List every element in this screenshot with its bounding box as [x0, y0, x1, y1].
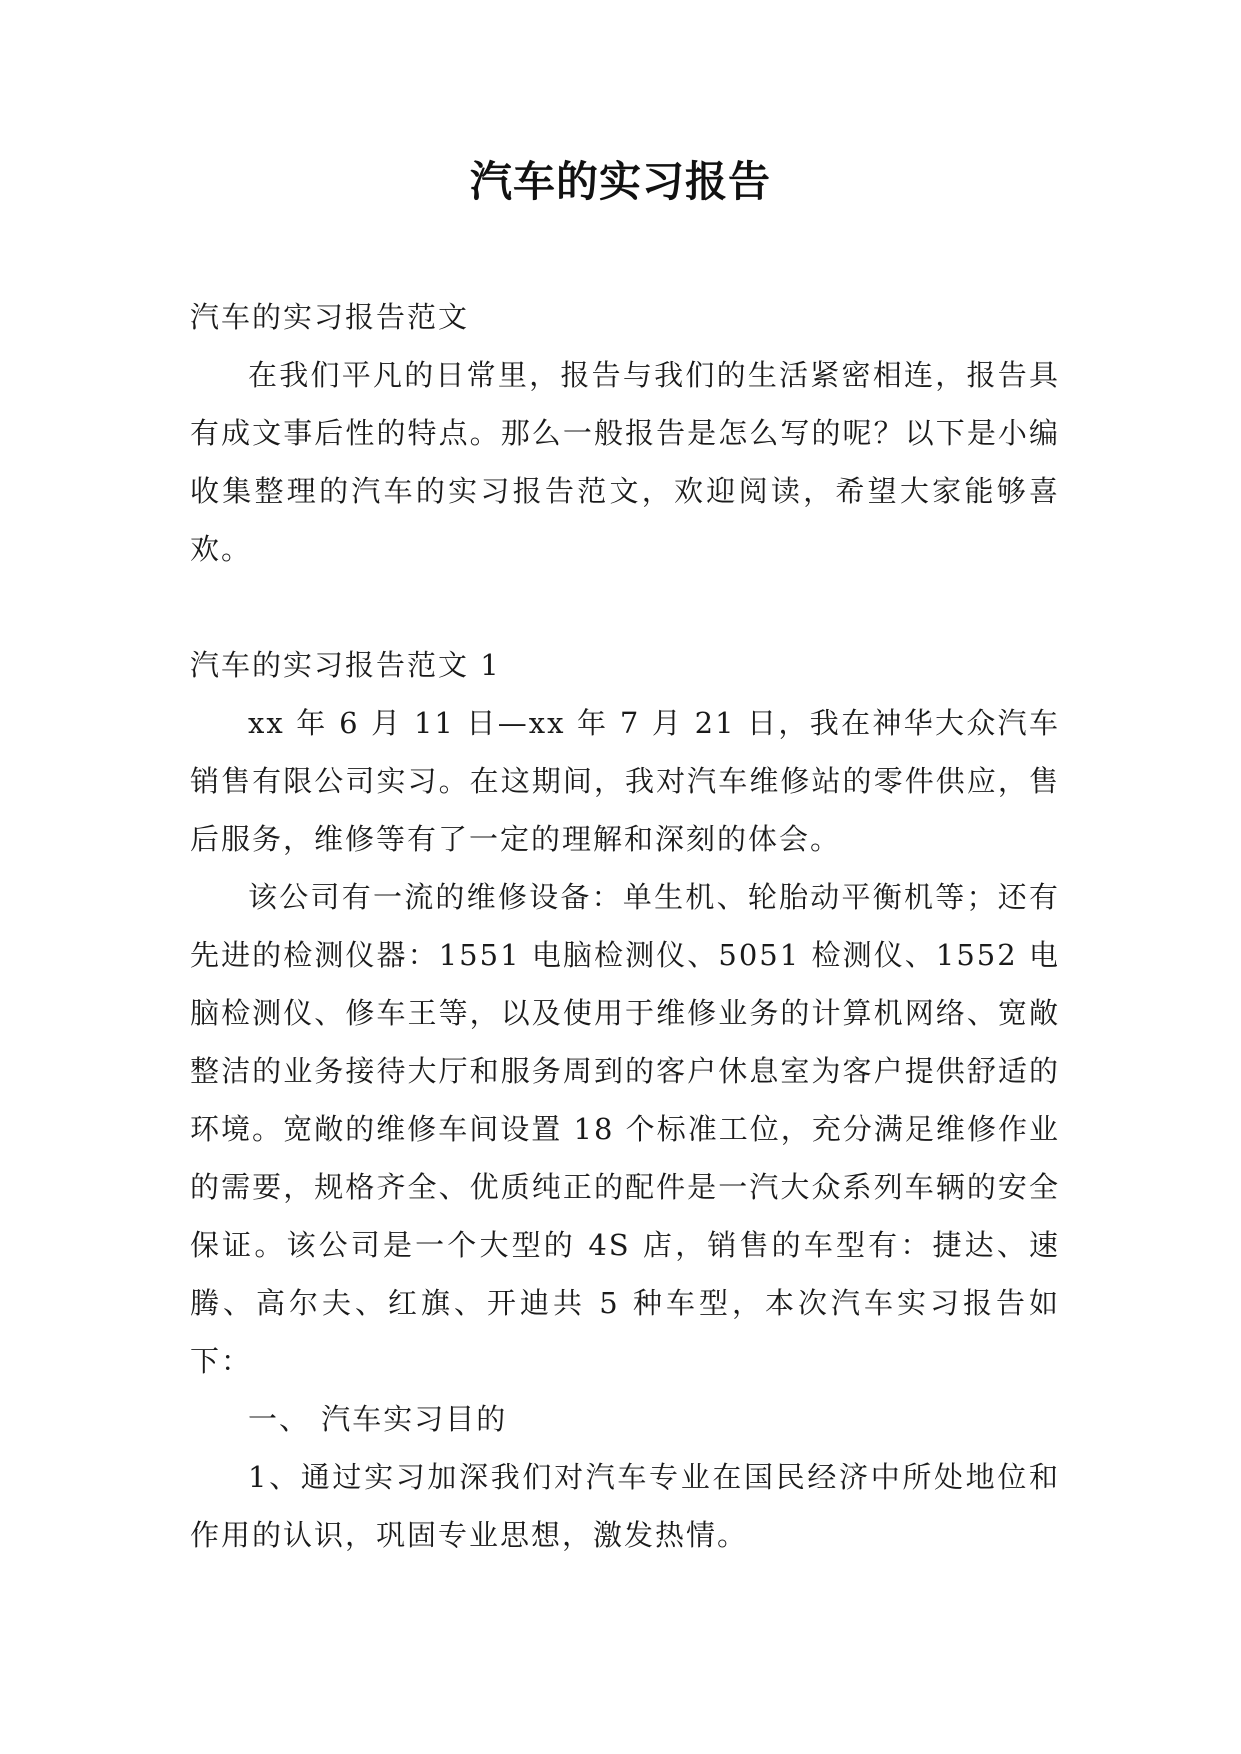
document-body [190, 288, 1060, 1564]
body-paragraph: 该公司有一流的维修设备：单生机、轮胎动平衡机等；还有先进的检测仪器：1551 电脑检测仪、5051 检测仪、1552 电脑检测仪、修车王等，以及使用于维修业务的计算机网络、宽敞整洁的业务接待大厅和服务周到的客户休息室为客户提供舒适的环境。宽敞的维修车间设置 18 个标准工位，充分满足维修作业的需要，规格齐全、优质纯正的配件是一汽大众系列车辆的安全保证。该公司是一个大型的 4S 店，销售的车型有：捷达、速腾、高尔夫、红旗、开迪共 5 种车型，本次汽车实习报告如下： [190, 880, 1060, 1378]
paragraph-gap [190, 578, 1060, 636]
body-paragraph: 1、通过实习加深我们对汽车专业在国民经济中所处地位和作用的认识，巩固专业思想，激发热情。 [190, 1460, 1060, 1552]
section-heading: 汽车的实习报告范文 [190, 300, 470, 334]
body-paragraph: xx 年 6 月 11 日—xx 年 7 月 21 日，我在神华大众汽车销售有限公司实习。在这期间，我对汽车维修站的零件供应，售后服务，维修等有了一定的理解和深刻的体会。 [190, 706, 1060, 856]
section-heading: 汽车的实习报告范文 1 [190, 648, 501, 682]
intro-paragraph: 在我们平凡的日常里，报告与我们的生活紧密相连，报告具有成文事后性的特点。那么一般报告是怎么写的呢？以下是小编收集整理的汽车的实习报告范文，欢迎阅读，希望大家能够喜欢。 [190, 358, 1060, 566]
document-title: 汽车的实习报告 [469, 157, 771, 206]
subsection-heading: 一、 汽车实习目的 [248, 1402, 508, 1436]
